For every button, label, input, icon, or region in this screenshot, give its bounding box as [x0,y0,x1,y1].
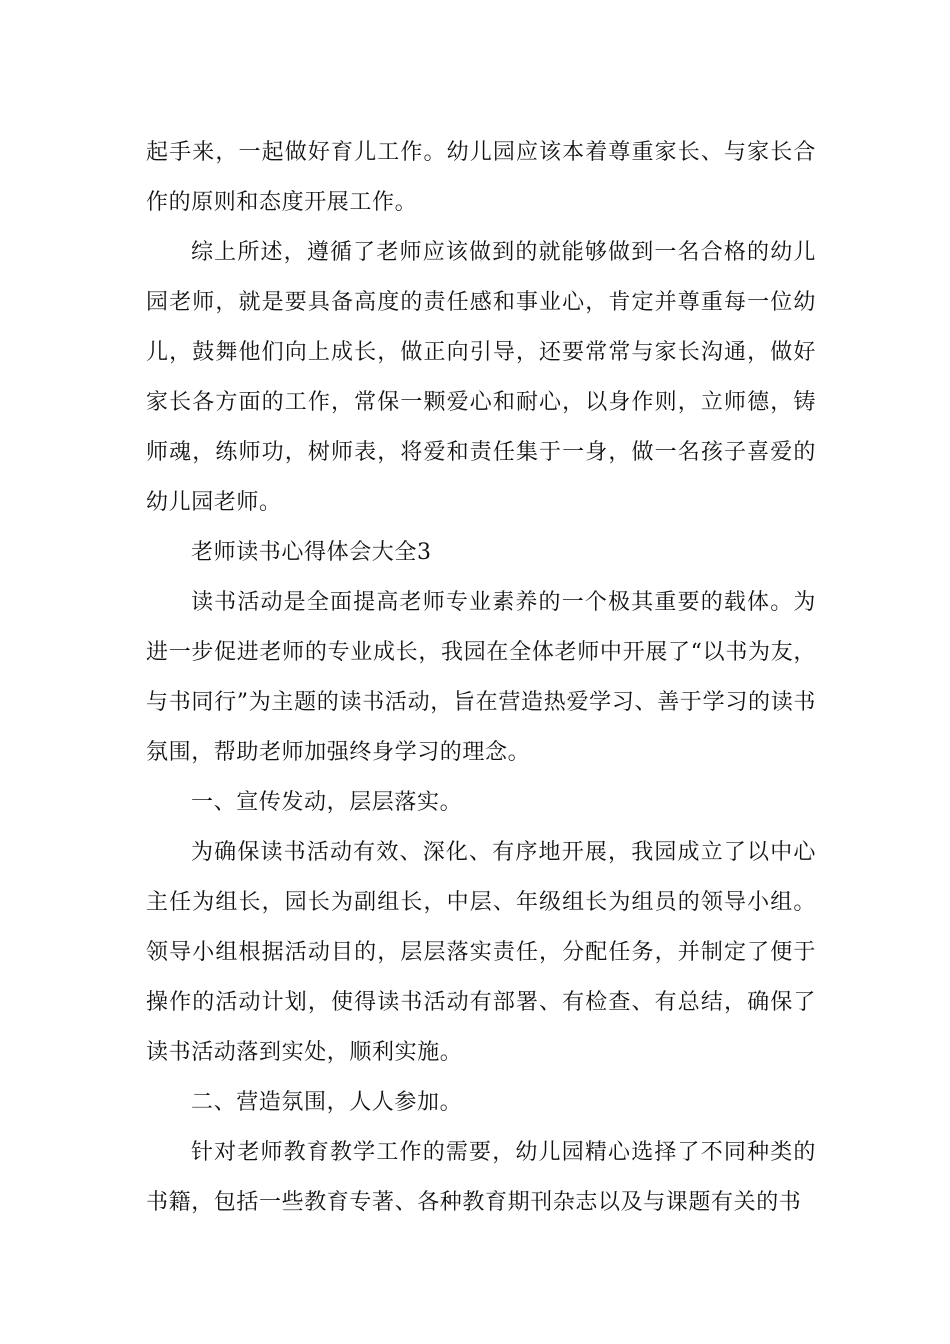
paragraph-intro: 读书活动是全面提高老师专业素养的一个极其重要的载体。为进一步促进老师的专业成长，我园在全体老师中开展了“以书为友，与书同行”为主题的读书活动，旨在营造热爱学习、善于学习的读书氛围，帮助老师加强终身学习的理念。 [146,590,816,765]
subheading-one: 一、宣传发动，层层落实。 [191,790,463,815]
section-heading: 老师读书心得体会大全3 [191,540,432,565]
paragraph-organization: 为确保读书活动有效、深化、有序地开展，我园成立了以中心主任为组长，园长为副组长，中层、年级组长为组员的领导小组。领导小组根据活动目的，层层落实责任，分配任务，并制定了便于操作的活动计划，使得读书活动有部署、有检查、有总结，确保了读书活动落到实处，顺利实施。 [146,840,816,1065]
paragraph-continuation: 起手来，一起做好育儿工作。幼儿园应该本着尊重家长、与家长合作的原则和态度开展工作。 [146,140,816,215]
paragraph-summary: 综上所述，遵循了老师应该做到的就能够做到一名合格的幼儿园老师，就是要具备高度的责任感和事业心，肯定并尊重每一位幼儿，鼓舞他们向上成长，做正向引导，还要常常与家长沟通，做好家长各方面的工作，常保一颗爱心和耐心，以身作则，立师德，铸师魂，练师功，树师表，将爱和责任集于一身，做一名孩子喜爱的幼儿园老师。 [146,240,816,515]
subheading-two: 二、营造氛围，人人参加。 [191,1090,463,1115]
document-body [146,128,816,1228]
paragraph-books: 针对老师教育教学工作的需要，幼儿园精心选择了不同种类的书籍，包括一些教育专著、各种教育期刊杂志以及与课题有关的书 [146,1140,816,1215]
